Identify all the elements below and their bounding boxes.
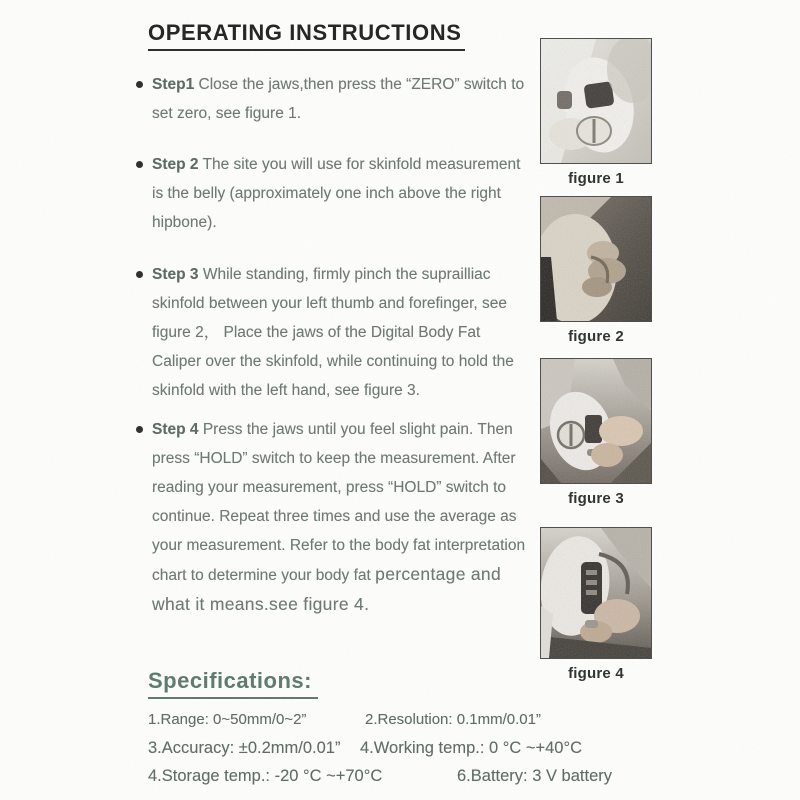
step-1 [152,70,530,128]
bullet-icon [136,426,143,433]
figure-3 [540,358,652,507]
step-2-label: Step 2 [152,156,199,173]
bullet-icon [136,81,143,88]
spec-battery: 6.Battery: 3 V battery [457,767,612,785]
figure-4-photo [540,527,652,659]
bullet-icon [136,161,143,168]
figure-1-caption: figure 1 [568,170,624,187]
step-4-label: Step 4 [152,421,199,438]
step-1-text: Close the jaws,then press the “ZERO” switch to set zero, see figure 1. [152,76,525,122]
step-2-text: The site you will use for skinfold measurement is the belly (approximately one inch above the right hipbone). [152,156,521,231]
spec-accuracy: 3.Accuracy: ±0.2mm/0.01” [148,739,341,757]
step-4-text-emphasis: percentage and what it means.see figure 4. [152,564,501,614]
step-4 [152,415,530,620]
spec-range: 1.Range: 0~50mm/0~2” [148,711,307,728]
spec-resolution: 2.Resolution: 0.1mm/0.01” [365,711,541,728]
specifications-title: Specifications: [148,668,318,699]
spec-working-temp: 4.Working temp.: 0 °C ~+40°C [360,739,582,757]
figure-1 [540,38,652,187]
step-3-text: While standing, firmly pinch the suprailliac skinfold between your left thumb and forefinger, see figure 2， Place the jaws of the Digital Body Fat Caliper over the skinfold, while continuing to hold the skinfold with the left hand, see figure 3. [152,266,514,399]
figure-2 [540,196,652,345]
spec-storage-temp: 4.Storage temp.: -20 °C ~+70°C [148,767,383,785]
figure-3-photo [540,358,652,484]
step-4-text: Press the jaws until you feel slight pain. Then press “HOLD” switch to keep the measurement. After reading your measurement, press “HOLD” switch to continue. Repeat three times and use the average as your measurement. Refer to the body fat interpretation chart to determine your body fat [152,421,526,584]
figure-2-photo [540,196,652,322]
spec-row [148,734,658,762]
specifications-list [148,706,658,791]
bullet-icon [136,271,143,278]
figure-1-photo [540,38,652,164]
figure-2-caption: figure 2 [568,328,624,345]
step-1-label: Step1 [152,76,195,93]
page-title: OPERATING INSTRUCTIONS [148,20,465,51]
spec-row [148,706,658,734]
figure-4 [540,527,652,682]
step-2 [152,150,530,237]
figure-4-caption: figure 4 [568,665,624,682]
figure-3-caption: figure 3 [568,490,624,507]
step-3-label: Step 3 [152,266,199,283]
spec-row [148,762,658,791]
step-3 [152,260,530,405]
